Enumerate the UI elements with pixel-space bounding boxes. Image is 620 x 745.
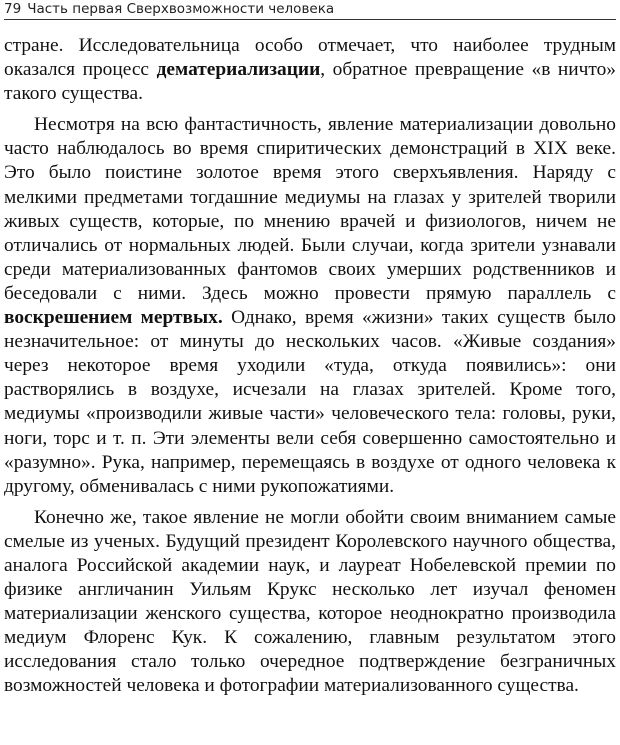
paragraph-3-text: Конечно же, такое явление не могли обойти своим вниманием самые смелые из ученых. Будущий президент Королевского научного общества, аналога Российской академии наук, и лауреат Нобелевской премии по физике англичанин Уильям Крукс несколько лет изучал феномен материализации женского существа, которое неоднократно производила медиум Флоренс Кук. К сожалению, главным результатом этого исследования стало только очередное подтверждение безграничных возможностей человека и фотографии материализованного существа.: [4, 506, 616, 697]
term-dematerialization: дематериализации: [156, 59, 321, 81]
paragraph-2: [4, 113, 616, 499]
paragraph-2-text-start: Несмотря на всю фантастичность, явление материализации довольно часто наблюдалось во время спиритических демонстраций в XIX веке. Это было поистине золотое время этого сверхъявления. Наряду с мелкими предметами тогдашние медиумы на глазах у зрителей творили живых существ, которые, по мнению врачей и физиологов, ничем не отличались от нормальных людей. Были случаи, когда зрители узнавали среди материализованных фантомов своих умерших родственников и беседовали с ними. Здесь можно провести прямую параллель с: [4, 114, 616, 304]
paragraph-1: [4, 34, 616, 106]
paragraph-3: [4, 506, 616, 699]
paragraph-1-text-end: , обратное превращение «в ничто» такого существа.: [4, 59, 616, 105]
running-header: [4, 0, 616, 20]
paragraph-1-text-start: стране. Исследовательница особо отмечает, что наиболее трудным оказался процесс: [4, 35, 616, 81]
term-resurrection: воскрешением мертвых.: [4, 307, 223, 329]
body-text: [4, 34, 616, 699]
running-title: Часть первая Сверхвозможности человека: [27, 1, 335, 17]
paragraph-2-text-end: Однако, время «жизни» таких существ было незначительное: от минуты до нескольких часов. «Живые создания» через некоторое время уходили «туда, откуда появились»: они растворялись в воздухе, исчезали на глазах зрителей. Кроме того, медиумы «производили живые части» человеческого тела: головы, руки, ноги, торс и т. п. Эти элементы вели себя совершенно самостоятельно и «разумно». Рука, например, перемещаясь в воздухе от одного человека к другому, обменивалась с ними рукопожатиями.: [4, 307, 616, 497]
page-number: 79: [4, 1, 22, 17]
